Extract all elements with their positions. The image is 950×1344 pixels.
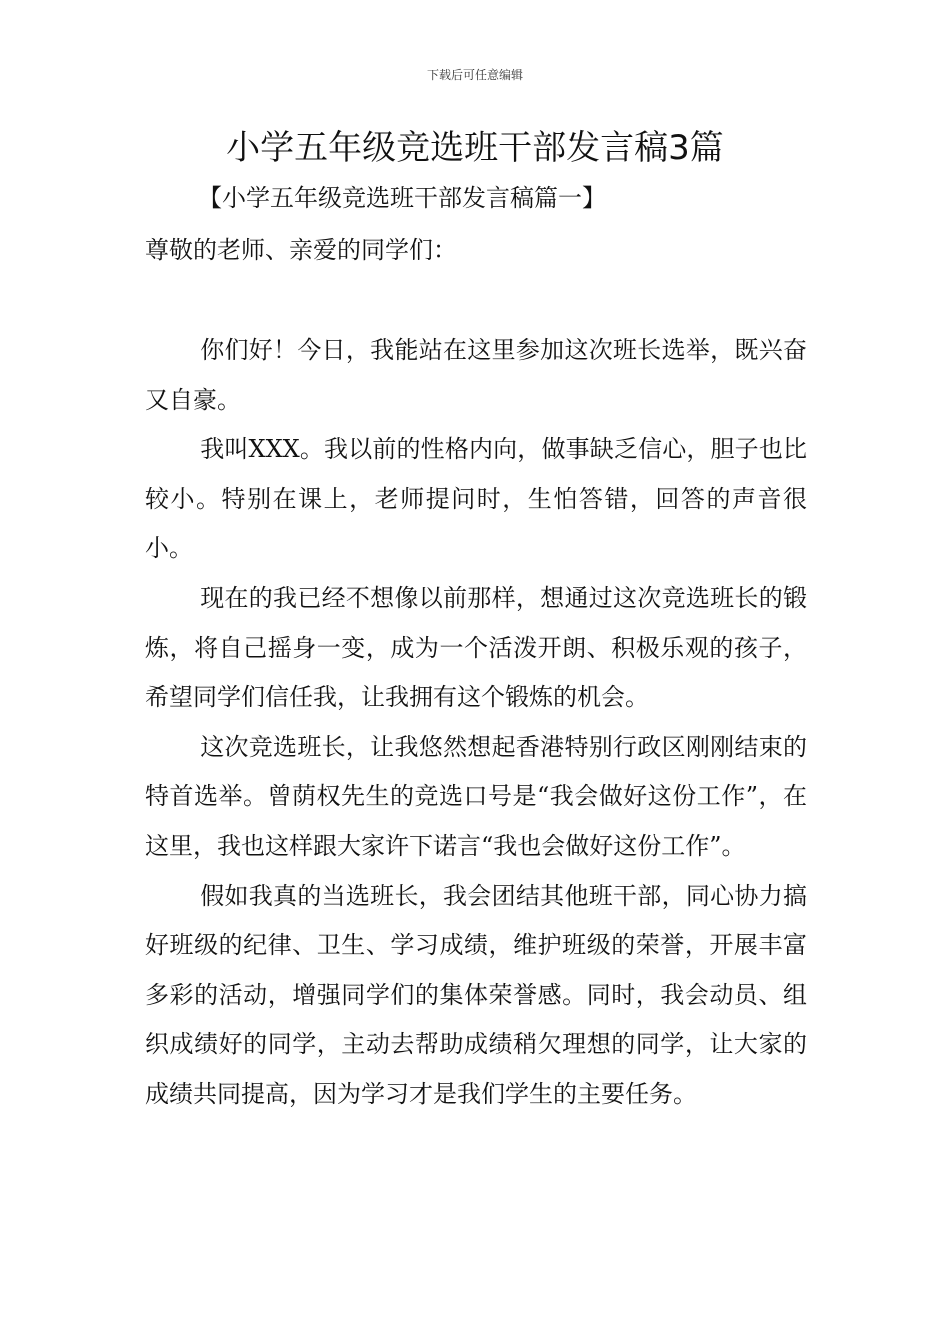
paragraph-greeting: 你们好！今日，我能站在这里参加这次班长选举，既兴奋又自豪。 [145, 336, 807, 414]
header-note: 下载后可任意编辑 [426, 68, 523, 82]
document-title: 小学五年级竞选班干部发言稿3篇 [226, 128, 724, 168]
paragraph-introduction: 我叫XXX。我以前的性格内向，做事缺乏信心，胆子也比较小。特别在课上，老师提问时，生怕答错，回答的声音很小。 [145, 435, 807, 563]
salutation: 尊敬的老师、亲爱的同学们： [145, 236, 457, 264]
body-text [145, 326, 807, 1120]
section-heading: 【小学五年级竞选班干部发言稿篇一】 [198, 184, 606, 212]
paragraph-motivation: 现在的我已经不想像以前那样，想通过这次竞选班长的锻炼，将自己摇身一变，成为一个活泼开朗、积极乐观的孩子，希望同学们信任我，让我拥有这个锻炼的机会。 [145, 583, 807, 712]
paragraph-promise: 这次竞选班长，让我悠然想起香港特别行政区刚刚结束的特首选举。曾荫权先生的竞选口号是“我会做好这份工作”，在这里，我也这样跟大家许下诺言“我也会做好这份工作”。 [145, 732, 807, 860]
paragraph-plans: 假如我真的当选班长，我会团结其他班干部，同心协力搞好班级的纪律、卫生、学习成绩，维护班级的荣誉，开展丰富多彩的活动，增强同学们的集体荣誉感。同时，我会动员、组织成绩好的同学，主动去帮助成绩稍欠理想的同学，让大家的成绩共同提高，因为学习才是我们学生的主要任务。 [145, 881, 807, 1108]
